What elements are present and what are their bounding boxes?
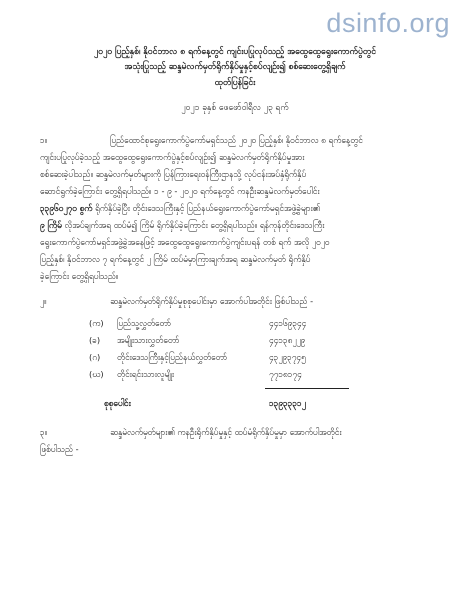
item-label: တိုင်းဒေသကြီးနှင့်ပြည်နယ်လွှတ်တော် — [117, 352, 228, 362]
list-item — [89, 315, 359, 332]
paragraph-line: ကျင်းပပြုလုပ်ခဲ့သည့် အထွေထွေရွေးကောက်ပွဲနှင့်စပ်လျဉ်း၍ ဆန္ဒမဲလက်မှတ်ရိုက်နှိပ်မှုအား — [40, 152, 305, 162]
paragraph-line: ဆောင်ရွက်ခဲ့ကြောင်း တွေ့ရှိရပါသည်။ ၁ - ၉ - ၂၀၂၀ ရက်နေ့တွင် ကနဦးဆန္ဒမဲလက်မှတ်ပေါင်း — [40, 186, 320, 196]
paragraph-text: ရိုက်နှိပ်ခဲ့ပြီး တိုင်းဒေသကြီးနှင့် ပြည်နယ်ရွေးကောက်ပွဲကော်မရှင်အဖွဲ့ခွဲများ၏ — [95, 203, 321, 213]
item-label: အမျိုးသားလွှတ်တော် — [117, 335, 180, 345]
paragraph-line: ဖြစ်ပါသည် - — [40, 444, 79, 454]
paragraph-3 — [40, 424, 432, 458]
paragraph-1 — [40, 132, 432, 285]
list-item — [89, 332, 359, 349]
initial-ballot-count: ၃၃၉၆၀၂၇၀ စွက် — [40, 203, 93, 213]
item-value: ၄၄၁၃၈၂၂၉ — [269, 335, 306, 345]
paragraph-line — [40, 200, 432, 217]
paragraph-text: ဆန္ဒမဲလက်မှတ်များ၏ ကနဦးရိုက်နှိပ်မှုနှင့် ထပ်မံရိုက်နှိပ်မှုမှာ အောက်ပါအတိုင်း — [110, 427, 342, 437]
reprint-times: ၉ ကြိမ် — [40, 220, 62, 230]
paragraph-line: စစ်ဆေးခဲ့ပါသည်။ ဆန္ဒမဲလက်မှတ်များကို ပြန်ကြားရေးဝန်ကြီးဌာနသို့ လုပ်ငန်းအပ်နှံရိုက်နှိပ် — [40, 169, 307, 179]
item-label: တိုင်းရင်းသားလူမျိုး — [117, 369, 174, 379]
paragraph-2-intro — [40, 293, 432, 310]
ballot-totals-list — [89, 315, 359, 383]
item-value: ၄၃၂၉၃၇၄၅ — [269, 352, 306, 362]
total-row — [104, 395, 359, 412]
total-value: ၁၃၉၃၃၃၁၂ — [269, 398, 306, 408]
paragraph-number: ၃။ — [40, 427, 48, 437]
paragraph-line: ရွေးကောက်ပွဲကော်မရှင်အဖွဲ့ခွဲအနေဖြင့် အထွေထွေရွေးကောက်ပွဲကျင်းပရန် တစ် ရက် အလို ၂၀၂၀ — [40, 237, 330, 247]
title-line-3: ထုတ်ပြန်ခြင်း — [214, 78, 256, 88]
paragraph-text: လိုအပ်ချက်အရ ထပ်မံ၍ ကြိမ် ရိုက်နှိပ်ခဲ့ကြောင်း တွေ့ရှိရပါသည်။ ရန်ကုန်တိုင်းဒေသကြီး — [64, 220, 325, 230]
list-item — [89, 366, 359, 383]
item-marker: (ဃ) — [89, 369, 104, 379]
item-marker: (ဂ) — [89, 352, 101, 362]
list-item — [89, 349, 359, 366]
paragraph-text: ဆန္ဒမဲလက်မှတ်ရိုက်နှိပ်မှုစုစုပေါင်းမှာ အောက်ပါအတိုင်း ဖြစ်ပါသည် - — [110, 296, 314, 306]
paragraph-line: ပြည့်နှစ်၊ နိုဝင်ဘာလ ၇ ရက်နေ့တွင် ၂ ကြိမ် ထပ်မံမှာကြားချက်အရ ဆန္ဒမဲလက်မှတ် ရိုက်နှိပ် — [40, 254, 311, 264]
paragraph-number: ၁။ — [40, 135, 48, 145]
paragraph-line — [40, 217, 432, 234]
total-divider — [265, 388, 349, 389]
item-value: ၄၄၁၆၉၃၄၄ — [269, 318, 307, 328]
total-label: စုစုပေါင်း — [104, 398, 131, 408]
paragraph-line — [40, 132, 432, 149]
title-line-2: အသုံးပြုသည့် ဆန္ဒမဲလက်မှတ်ရိုက်နှိပ်မှုနှင့်စပ်လျဉ်း၍ စစ်ဆေးတွေ့ရှိချက် — [124, 62, 346, 72]
paragraph-line: ခဲ့ကြောင်း တွေ့ရှိရပါသည်။ — [40, 271, 119, 281]
item-marker: (ခ) — [89, 335, 101, 345]
watermark: dsinfo.org — [326, 8, 450, 38]
document-date: ၂၀၂၁ ခုနှစ် ဖေဖော်ဝါရီလ ၂၃ ရက် — [181, 103, 289, 113]
paragraph-text: ပြည်ထောင်စုရွေးကောက်ပွဲကော်မရှင်သည် ၂၀၂၀ ပြည့်နှစ်၊ နိုဝင်ဘာလ ၈ ရက်နေ့တွင် — [110, 135, 363, 145]
title-line-1: ၂၀၂၀ ပြည့်နှစ်၊ နိုဝင်ဘာလ ၈ ရက်နေ့တွင် ကျင်းပပြုလုပ်သည့် အထွေထွေရွေးကောက်ပွဲတွင် — [93, 47, 377, 57]
item-value: ၇၇၁၈၁၇၄ — [269, 369, 302, 379]
item-label: ပြည်သူ့လွှတ်တော် — [117, 318, 172, 328]
paragraph-number: ၂။ — [40, 296, 47, 306]
item-marker: (က) — [89, 318, 104, 328]
